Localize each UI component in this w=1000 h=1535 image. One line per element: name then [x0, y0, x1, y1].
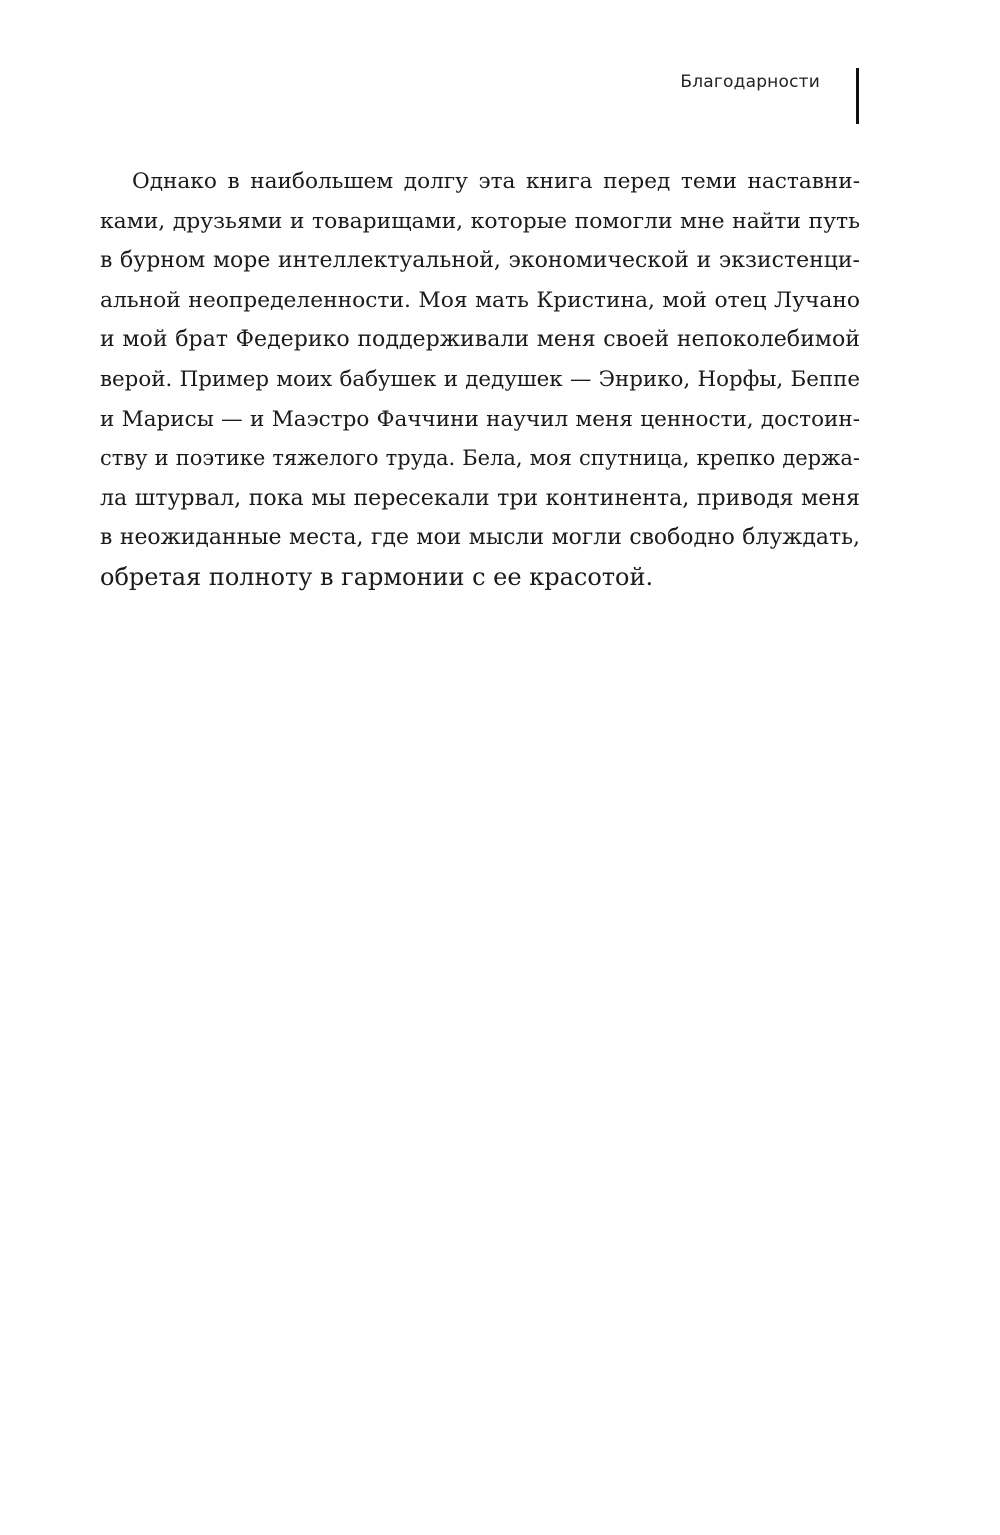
paragraph-line: и мой брат Федерико поддерживали меня своей непоколебимой [100, 326, 860, 353]
paragraph-line: ла штурвал, пока мы пересекали три континента, приводя меня [100, 485, 860, 511]
header-vertical-rule [856, 68, 859, 124]
paragraph-line: в неожиданные места, где мои мысли могли свободно блуждать, [100, 525, 860, 551]
running-header-title: Благодарности [680, 72, 820, 92]
paragraph-line: ству и поэтике тяжелого труда. Бела, моя спутница, крепко держа- [100, 446, 860, 471]
paragraph-line: Однако в наибольшем долгу эта книга перед теми наставни- [132, 169, 860, 194]
paragraph-line: в бурном море интеллектуальной, экономической и экзистенци- [100, 248, 860, 274]
paragraph-line: альной неопределенности. Моя мать Кристина, мой отец Лучано [100, 287, 860, 313]
paragraph-line: верой. Пример моих бабушек и дедушек — Энрико, Норфы, Беппе [100, 366, 860, 392]
paragraph-line: обретая полноту в гармонии с ее красотой. [100, 562, 654, 591]
paragraph-line: ками, друзьями и товарищами, которые помогли мне найти путь [100, 208, 860, 234]
body-paragraph [100, 162, 860, 598]
paragraph-line: и Марисы — и Маэстро Фаччини научил меня ценности, достоин- [100, 406, 860, 432]
